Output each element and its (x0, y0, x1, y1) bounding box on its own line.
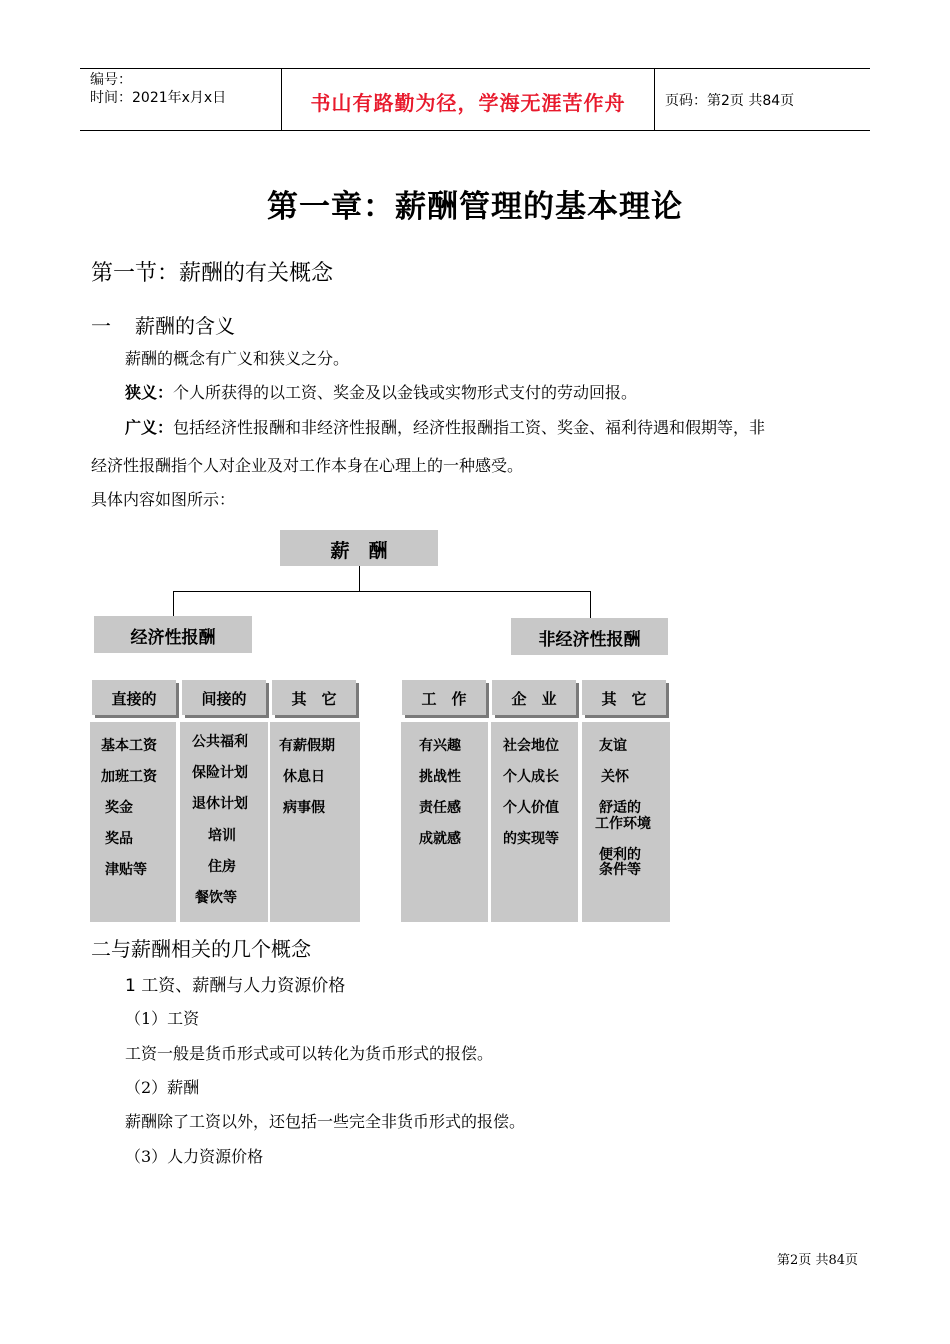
header-info-cell (80, 69, 282, 130)
paragraph-broad (125, 415, 765, 438)
sub-heading: （2）薪酬 (125, 1078, 200, 1097)
nonecon-item: 有兴趣 (419, 738, 461, 754)
broad-text-line2: 经济性报酬指个人对企业及对工作本身在心理上的一种感受。 (91, 456, 524, 475)
sub-heading: （1）工资 (125, 1009, 200, 1028)
econ-item: 病事假 (283, 800, 325, 816)
nonecon-item: 挑战性 (419, 769, 461, 785)
paragraph-narrow (125, 380, 637, 403)
nonecon-item: 友谊 (599, 738, 627, 754)
econ-item: 奖金 (105, 800, 133, 816)
nonecon-item: 关怀 (601, 769, 629, 785)
nonecon-item: 个人价值 (503, 800, 559, 816)
page-number-label: 页码：第2页 共84页 (665, 93, 795, 109)
nonecon-item: 便利的 (599, 847, 641, 863)
broad-text-line1: 包括经济性报酬和非经济性报酬，经济性报酬指工资、奖金、福利待遇和假期等，非 (173, 418, 766, 437)
econ-item: 休息日 (283, 769, 325, 785)
econ-col3-header: 其 它 (291, 690, 337, 708)
econ-item: 加班工资 (101, 769, 157, 785)
connector-horizontal (173, 591, 591, 592)
paragraph: 薪酬的概念有广义和狭义之分。 (125, 349, 350, 368)
nonecon-col1-header: 工 作 (421, 690, 467, 708)
connector-left (173, 591, 174, 616)
econ-item: 公共福利 (192, 734, 248, 750)
section-title: 第一节：薪酬的有关概念 (91, 261, 334, 286)
broad-term: 广义： (125, 418, 174, 437)
sub-heading: （3）人力资源价格 (125, 1147, 264, 1166)
econ-item: 奖品 (105, 831, 133, 847)
econ-item: 餐饮等 (195, 890, 237, 906)
header-motto-cell (282, 69, 655, 130)
econ-item: 退休计划 (192, 796, 248, 812)
subsection-text: 薪酬的含义 (135, 314, 235, 338)
econ-item: 住房 (208, 859, 236, 875)
econ-item: 保险计划 (192, 765, 248, 781)
nonecon-item: 社会地位 (503, 738, 559, 754)
root-label: 薪 酬 (330, 540, 388, 562)
narrow-term: 狭义： (125, 383, 174, 402)
page-header (80, 68, 870, 131)
econ-col2-header: 间接的 (201, 690, 247, 708)
sub-text: 工资一般是货币形式或可以转化为货币形式的报偿。 (125, 1044, 494, 1063)
page-footer: 第2页 共84页 (777, 1253, 858, 1268)
nonecon-item: 的实现等 (503, 831, 559, 847)
figure-intro: 具体内容如图所示： (91, 490, 236, 509)
nonecon-item: 条件等 (599, 862, 641, 878)
econ-item: 基本工资 (101, 738, 157, 754)
subsection-title (91, 310, 235, 339)
subsection-number: 一 (91, 314, 111, 338)
nonecon-item: 责任感 (419, 800, 461, 816)
econ-item: 津贴等 (105, 862, 147, 878)
econ-item: 有薪假期 (279, 738, 335, 754)
section2-title: 二与薪酬相关的几个概念 (91, 937, 311, 961)
section2-item1: 1 工资、薪酬与人力资源价格 (125, 976, 346, 996)
nonecon-item: 舒适的 (599, 800, 641, 816)
nonecon-item: 工作环境 (595, 816, 651, 832)
nonecon-col2-header: 企 业 (511, 690, 557, 708)
nonecon-item: 个人成长 (503, 769, 559, 785)
header-page-cell (655, 69, 870, 130)
connector-right (590, 591, 591, 618)
non-economic-label: 非经济性报酬 (538, 630, 641, 650)
econ-item: 培训 (208, 828, 236, 844)
chapter-title: 第一章：薪酬管理的基本理论 (267, 189, 683, 225)
econ-col1-header: 直接的 (111, 690, 157, 708)
narrow-text: 个人所获得的以工资、奖金及以金钱或实物形式支付的劳动回报。 (173, 383, 638, 402)
nonecon-col3-header: 其 它 (601, 690, 647, 708)
date-label: 时间：2021年x月x日 (90, 90, 227, 106)
nonecon-item: 成就感 (419, 831, 461, 847)
motto: 书山有路勤为径，学海无涯苦作舟 (310, 91, 626, 115)
connector-root (359, 566, 360, 592)
sub-text: 薪酬除了工资以外，还包括一些完全非货币形式的报偿。 (125, 1112, 526, 1131)
economic-label: 经济性报酬 (130, 628, 216, 648)
code-label: 编号： (90, 72, 132, 88)
